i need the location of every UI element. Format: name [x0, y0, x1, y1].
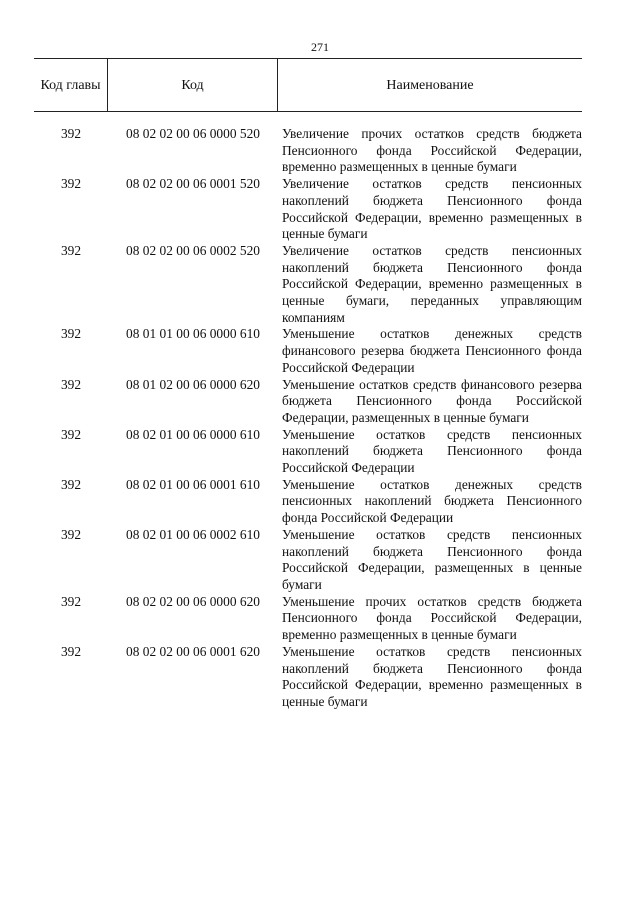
code-cell: 08 02 02 00 06 0000 620: [126, 593, 260, 609]
name-cell: Уменьшение остатков денежных средств пенсионных накоплений бюджета Пенсионного фонда Российской Федерации: [282, 476, 582, 526]
code-cell: 08 02 02 00 06 0002 520: [126, 242, 260, 258]
chapter-code-cell: 392: [60, 476, 82, 492]
name-cell: Увеличение прочих остатков средств бюджета Пенсионного фонда Российской Федерации, временно размещенных в ценные бумаги: [282, 126, 582, 175]
name-cell: Уменьшение остатков средств пенсионных накоплений бюджета Пенсионного фонда Российской Федерации, временно размещенных в ценные бумаги: [282, 643, 582, 709]
chapter-code-cell: 392: [60, 593, 82, 609]
chapter-code-cell: 392: [60, 643, 82, 659]
table-row: [34, 377, 582, 427]
code-cell: 08 02 02 00 06 0000 520: [126, 126, 260, 141]
name-cell: Уменьшение остатков средств пенсионных накоплений бюджета Пенсионного фонда Российской Федерации: [282, 426, 582, 476]
chapter-code-cell: 392: [60, 126, 82, 141]
chapter-code-cell: 392: [60, 326, 82, 342]
code-cell: 08 01 02 00 06 0000 620: [126, 376, 260, 392]
header-name: Наименование: [386, 77, 474, 93]
table-row: [34, 326, 582, 376]
name-cell: Уменьшение остатков денежных средств финансового резерва бюджета Пенсионного фонда Российской Федерации: [282, 326, 582, 375]
table-row: [34, 594, 582, 644]
chapter-code-cell: 392: [60, 242, 82, 258]
code-cell: 08 02 02 00 06 0001 520: [126, 176, 260, 192]
table-row: [34, 644, 582, 711]
header-code: Код: [108, 59, 278, 111]
name-cell: Уменьшение остатков средств пенсионных накоплений бюджета Пенсионного фонда Российской Федерации, размещенных в ценные бумаги: [282, 526, 582, 592]
chapter-code-cell: 392: [60, 426, 82, 442]
table-row: [34, 243, 582, 327]
code-cell: 08 01 01 00 06 0000 610: [126, 326, 260, 342]
table-row: [34, 477, 582, 527]
page-number: 271: [311, 40, 329, 54]
name-cell: Увеличение остатков средств пенсионных накоплений бюджета Пенсионного фонда Российской Федерации, временно размещенных в ценные бумаги: [282, 176, 582, 242]
table-row: [34, 176, 582, 243]
code-cell: 08 02 01 00 06 0001 610: [126, 476, 260, 492]
chapter-code-cell: 392: [60, 376, 82, 392]
header-chapter-code: Код главы: [34, 59, 108, 111]
code-cell: 08 02 01 00 06 0000 610: [126, 426, 260, 442]
chapter-code-cell: 392: [60, 526, 82, 542]
table-header: [34, 58, 582, 112]
table-body: [34, 126, 582, 711]
chapter-code-cell: 392: [60, 176, 82, 192]
code-cell: 08 02 01 00 06 0002 610: [126, 526, 260, 542]
table-row: [34, 527, 582, 594]
code-cell: 08 02 02 00 06 0001 620: [126, 643, 260, 659]
table-row: [34, 126, 582, 176]
table-row: [34, 427, 582, 477]
name-cell: Увеличение остатков средств пенсионных накоплений бюджета Пенсионного фонда Российской Федерации, временно размещенных в ценные бумаги, переданных управляющим компаниям: [282, 242, 582, 325]
name-cell: Уменьшение прочих остатков средств бюджета Пенсионного фонда Российской Федерации, временно размещенных в ценные бумаги: [282, 593, 582, 643]
name-cell: Уменьшение остатков средств финансового резерва бюджета Пенсионного фонда Российской Федерации, размещенных в ценные бумаги: [282, 376, 582, 425]
